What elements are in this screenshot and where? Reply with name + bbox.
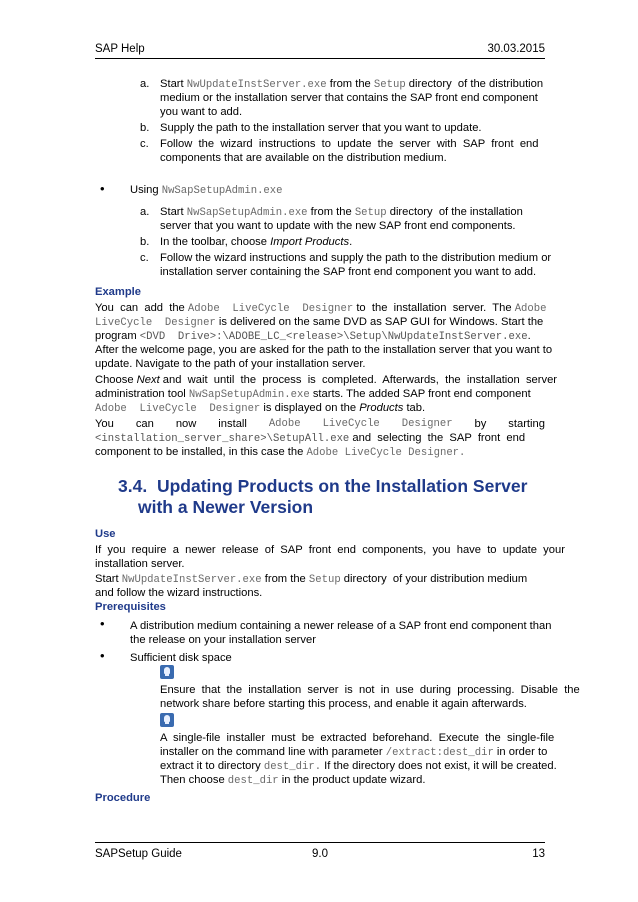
section-number: 3.4. xyxy=(118,476,148,496)
text: starting xyxy=(508,418,545,430)
footer-rule xyxy=(95,842,545,843)
code: dest_dir. xyxy=(263,761,322,773)
code: Adobe xyxy=(514,303,547,315)
text: administration tool xyxy=(95,388,186,400)
example-p1-line3: program <DVD Drive>:\ADOBE_LC_<release>\Setup\NwUpdateInstServer.exe. xyxy=(95,330,531,343)
procedure-heading: Procedure xyxy=(95,792,151,804)
text: Using xyxy=(130,184,159,196)
emphasis: Next xyxy=(136,374,160,386)
text: Choose xyxy=(95,374,134,386)
text: component to be installed, in this case the xyxy=(95,446,304,458)
code: Designer xyxy=(401,418,453,430)
text: directory of the installation xyxy=(389,206,523,218)
section-title xyxy=(118,476,527,496)
text: in the product update wizard. xyxy=(281,774,426,786)
text: and wait until the process is completed. Afterwards, the installation server xyxy=(162,374,558,386)
start-line2: and follow the wizard instructions. xyxy=(95,587,263,599)
code: NwSapSetupAdmin.exe xyxy=(161,185,283,197)
note-2-line3 xyxy=(160,759,557,774)
bullet: • xyxy=(100,616,105,631)
emphasis: Import Products xyxy=(270,236,350,248)
code: NwUpdateInstServer.exe xyxy=(121,574,262,586)
example-p1-line1 xyxy=(95,301,545,316)
text: starts. The added SAP front end component xyxy=(312,388,531,400)
text: to the installation server. The xyxy=(356,302,512,314)
text: installer on the command line with parameter xyxy=(160,746,383,758)
list-label: b. xyxy=(140,236,150,248)
example-p2-line1 xyxy=(95,373,557,387)
code: NwSapSetupAdmin.exe xyxy=(186,207,308,219)
text: directory of the distribution xyxy=(408,78,544,90)
text: program xyxy=(95,330,137,342)
prereq-item-1-line2: the release on your installation server xyxy=(130,634,316,646)
bullet: • xyxy=(100,181,105,196)
code: dest_dir xyxy=(227,775,279,787)
code: Setup xyxy=(373,79,406,91)
list-item-a-line3: you want to add. xyxy=(160,106,243,118)
text: You xyxy=(95,418,114,430)
example-p3-line3 xyxy=(95,445,465,460)
code: <DVD Drive>:\ADOBE_LC_<release>\Setup\NwUpdateInstServer.exe xyxy=(139,331,528,343)
list-item-a xyxy=(160,77,543,92)
example-p3-line2 xyxy=(95,431,525,446)
text: tab. xyxy=(406,402,426,414)
bullet-using xyxy=(130,183,283,198)
example-p1-line5: update. Navigate to the path of your installation server. xyxy=(95,358,366,370)
list-item-a-line2: medium or the installation server that contains the SAP front end component xyxy=(160,92,538,104)
example-p1-line4: After the welcome page, you are asked for the path to the installation server that you want to xyxy=(95,344,553,356)
prerequisites-heading: Prerequisites xyxy=(95,601,166,613)
header-rule xyxy=(95,58,545,59)
code: Adobe LiveCycle Designer xyxy=(187,303,354,315)
note-icon xyxy=(160,713,174,727)
text: If the directory does not exist, it will be created. xyxy=(324,760,557,772)
section-title-line1: Updating Products on the Installation Server xyxy=(156,476,528,496)
text: can xyxy=(135,418,154,430)
code: NwSapSetupAdmin.exe xyxy=(188,389,310,401)
note-icon xyxy=(160,665,174,679)
start-line1 xyxy=(95,572,527,587)
code: LiveCycle Designer xyxy=(95,317,216,329)
text: from the xyxy=(310,206,352,218)
list-item-c: Follow the wizard instructions to update the server with SAP front end xyxy=(160,138,539,150)
code: Adobe xyxy=(268,418,301,430)
use-heading: Use xyxy=(95,528,116,540)
footer-version: 9.0 xyxy=(312,848,328,860)
text: from the xyxy=(329,78,371,90)
list-item-a xyxy=(160,205,523,220)
text: is displayed on the xyxy=(263,402,357,414)
list-label: b. xyxy=(140,122,150,134)
note-2-line1: A single-file installer must be extracted beforehand. Execute the single-file xyxy=(160,732,555,744)
code: Adobe LiveCycle Designer xyxy=(95,403,261,415)
text: now xyxy=(175,418,197,430)
header-date: 30.03.2015 xyxy=(487,43,545,55)
footer-page-number: 13 xyxy=(532,848,545,860)
note-2-line2 xyxy=(160,745,547,760)
list-item-a-line2: server that you want to update with the new SAP front end components. xyxy=(160,220,516,232)
text: in order to xyxy=(496,746,548,758)
text: Then choose xyxy=(160,774,225,786)
example-p3-line1 xyxy=(95,417,545,431)
prereq-item-2: Sufficient disk space xyxy=(130,652,232,664)
bullet: • xyxy=(100,648,105,663)
use-line1: If you require a newer release of SAP front end components, you have to update your xyxy=(95,544,565,556)
section-title-line2: with a Newer Version xyxy=(138,497,314,517)
list-label: c. xyxy=(140,252,149,264)
text: Start xyxy=(160,78,184,90)
text: directory of your distribution medium xyxy=(343,573,528,585)
emphasis: Products xyxy=(359,402,404,414)
list-item-b: Supply the path to the installation server that you want to update. xyxy=(160,122,482,134)
text: In the toolbar, choose xyxy=(160,236,267,248)
use-line2: installation server. xyxy=(95,558,185,570)
code: LiveCycle xyxy=(322,418,380,430)
list-label: a. xyxy=(140,206,150,218)
list-label: c. xyxy=(140,138,149,150)
example-p1-line2 xyxy=(95,315,543,330)
code: /extract:dest_dir xyxy=(385,747,494,759)
example-p2-line2 xyxy=(95,387,531,402)
code: Setup xyxy=(354,207,387,219)
text: by xyxy=(474,418,487,430)
note-1-line1: Ensure that the installation server is not in use during processing. Disable the xyxy=(160,684,580,696)
text: Start xyxy=(95,573,119,585)
text: from the xyxy=(264,573,306,585)
list-item-b: In the toolbar, choose Import Products. xyxy=(160,236,353,248)
note-1-line2: network share before starting this process, and enable it again afterwards. xyxy=(160,698,527,710)
text: is delivered on the same DVD as SAP GUI for Windows. Start the xyxy=(218,316,544,328)
text: Start xyxy=(160,206,184,218)
list-item-c: Follow the wizard instructions and supply the path to the distribution medium or xyxy=(160,252,552,264)
prereq-item-1: A distribution medium containing a newer release of a SAP front end component than xyxy=(130,620,552,632)
code: Setup xyxy=(308,574,341,586)
text: You can add the xyxy=(95,302,185,314)
text: install xyxy=(218,418,247,430)
list-item-c-line2: installation server containing the SAP front end component you want to add. xyxy=(160,266,537,278)
code: <installation_server_share>\SetupAll.exe xyxy=(95,433,350,445)
code: NwUpdateInstServer.exe xyxy=(186,79,327,91)
list-item-c-line2: components that are available on the distribution medium. xyxy=(160,152,447,164)
footer-doc-title: SAPSetup Guide xyxy=(95,848,182,860)
text: extract it to directory xyxy=(160,760,261,772)
text: and selecting the SAP front end xyxy=(352,432,526,444)
note-2-line4 xyxy=(160,773,425,788)
list-label: a. xyxy=(140,78,150,90)
header-title: SAP Help xyxy=(95,43,145,55)
example-p2-line3 xyxy=(95,401,425,416)
example-heading: Example xyxy=(95,286,142,298)
code: Adobe LiveCycle Designer. xyxy=(306,447,466,459)
